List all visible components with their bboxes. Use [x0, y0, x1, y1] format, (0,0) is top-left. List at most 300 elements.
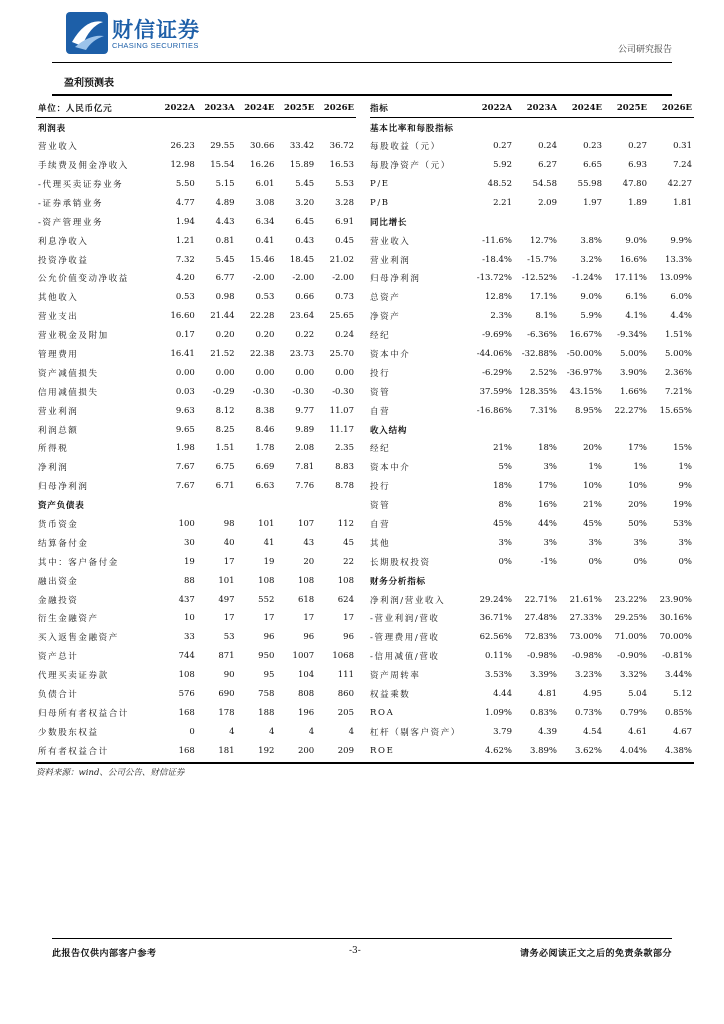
- row-label: 营业支出: [38, 312, 79, 323]
- value-cell: 19: [263, 556, 275, 567]
- value-cell: 3.89%: [529, 745, 557, 756]
- row-label: 基本比率和每股指标: [370, 123, 454, 134]
- value-cell: 12.8%: [484, 292, 512, 303]
- table-row: [370, 382, 694, 401]
- value-cell: 50%: [628, 519, 647, 530]
- value-cell: 3.8%: [580, 235, 602, 246]
- value-cell: 22.38: [250, 349, 275, 360]
- value-cell: 108: [258, 575, 275, 586]
- value-cell: 1.78: [255, 443, 275, 454]
- row-label: 少数股东权益: [38, 727, 99, 738]
- value-cell: [514, 118, 559, 137]
- header-year-cell: 2026E: [316, 99, 356, 118]
- table-row: [36, 571, 356, 590]
- value-cell: 0.53: [175, 292, 195, 303]
- value-cell: 0.00: [215, 367, 235, 378]
- value-cell: 3%: [633, 537, 647, 548]
- value-cell: 23.73: [289, 349, 315, 360]
- row-label: 归母所有者权益合计: [38, 708, 129, 719]
- row-label: 其他: [370, 538, 391, 549]
- value-cell: 3%: [588, 537, 602, 548]
- row-label: 利润表: [38, 123, 66, 134]
- table-row: [36, 345, 356, 364]
- value-cell: 4.67: [673, 726, 692, 737]
- value-cell: -36.97%: [566, 367, 602, 378]
- value-cell: 9.77: [295, 405, 315, 416]
- value-cell: 25.65: [329, 311, 354, 322]
- row-label: ROE: [370, 745, 395, 756]
- value-cell: [469, 118, 514, 137]
- row-label: 资产总计: [38, 652, 79, 663]
- value-cell: 19: [183, 556, 195, 567]
- value-cell: 37.59%: [479, 386, 512, 397]
- value-cell: 25.70: [329, 349, 354, 360]
- section-title: 盈利预测表: [64, 78, 114, 89]
- value-cell: -0.30: [252, 386, 275, 397]
- value-cell: 12.7%: [529, 235, 557, 246]
- value-cell: 3.39%: [529, 670, 557, 681]
- value-cell: 3%: [543, 537, 557, 548]
- row-label: 融出资金: [38, 576, 79, 587]
- value-cell: [197, 496, 237, 515]
- value-cell: 4.43: [215, 216, 235, 227]
- value-cell: 3%: [543, 462, 557, 473]
- row-label: 金融投资: [38, 595, 79, 606]
- table-row: [370, 647, 694, 666]
- table-row: [370, 269, 694, 288]
- value-cell: 0.00: [255, 367, 275, 378]
- value-cell: [649, 212, 694, 231]
- row-label: 资管: [370, 501, 391, 512]
- value-cell: [469, 420, 514, 439]
- value-cell: 21.02: [329, 254, 354, 265]
- value-cell: 2.52%: [529, 367, 557, 378]
- value-cell: -44.06%: [476, 349, 512, 360]
- value-cell: 4.39: [538, 726, 557, 737]
- table-row: [36, 704, 356, 723]
- row-label: 净利润/营业收入: [370, 595, 446, 606]
- value-cell: 0.20: [255, 330, 275, 341]
- value-cell: 0%: [498, 556, 512, 567]
- row-label: 权益乘数: [370, 690, 411, 701]
- value-cell: [604, 118, 649, 137]
- row-label: 自营: [370, 406, 391, 417]
- value-cell: [469, 571, 514, 590]
- value-cell: 21.52: [210, 349, 235, 360]
- section-header-row: [370, 571, 694, 590]
- value-cell: 44%: [538, 519, 557, 530]
- row-label: -营业利润/营收: [370, 614, 440, 625]
- table-top-rule: [52, 94, 672, 96]
- table-row: [36, 288, 356, 307]
- table-row: [36, 212, 356, 231]
- value-cell: 55.98: [577, 179, 602, 189]
- table-row: [36, 685, 356, 704]
- value-cell: 15.46: [250, 254, 275, 265]
- chasing-logo-icon: [66, 12, 108, 54]
- value-cell: -2.00: [252, 273, 275, 284]
- row-label: 买入返售金融资产: [38, 633, 119, 644]
- value-cell: 0.20: [215, 330, 235, 341]
- table-row: [36, 666, 356, 685]
- value-cell: 5.04: [628, 689, 647, 700]
- value-cell: 15.89: [289, 160, 315, 171]
- value-cell: 7.67: [175, 462, 195, 473]
- value-cell: 8.38: [255, 405, 275, 416]
- value-cell: 7.67: [175, 481, 195, 492]
- value-cell: 128.35%: [519, 386, 557, 397]
- value-cell: 1.98: [175, 443, 195, 454]
- value-cell: 860: [337, 689, 354, 700]
- value-cell: 437: [178, 594, 195, 605]
- header-divider: [52, 62, 672, 63]
- value-cell: -9.69%: [482, 330, 512, 341]
- value-cell: 5.00%: [619, 349, 647, 360]
- value-cell: 17: [303, 613, 315, 624]
- value-cell: 168: [178, 707, 195, 718]
- row-label: 营业收入: [370, 236, 411, 247]
- value-cell: 2.3%: [490, 311, 512, 322]
- value-cell: 0.45: [335, 235, 354, 246]
- value-cell: 7.81: [295, 462, 315, 473]
- financial-indicators-table: [370, 99, 694, 760]
- value-cell: -0.98%: [572, 651, 602, 662]
- table-row: [370, 666, 694, 685]
- value-cell: 53: [223, 632, 235, 643]
- value-cell: 3.28: [335, 197, 354, 208]
- value-cell: 13.09%: [659, 273, 692, 284]
- row-label: 同比增长: [370, 217, 408, 228]
- section-header-row: [36, 118, 356, 137]
- value-cell: 12.98: [170, 160, 195, 171]
- value-cell: -1.24%: [572, 273, 602, 284]
- value-cell: 20%: [583, 443, 602, 454]
- value-cell: 6.1%: [625, 292, 647, 303]
- value-cell: 27.48%: [524, 613, 557, 624]
- table-row: [36, 439, 356, 458]
- value-cell: 209: [337, 745, 354, 756]
- value-cell: 0.98: [215, 292, 235, 303]
- table-row: [370, 609, 694, 628]
- value-cell: 4.4%: [670, 311, 692, 322]
- value-cell: 0.23: [583, 141, 602, 152]
- logo-english-name: CHASING SECURITIES: [112, 41, 199, 50]
- value-cell: 7.24: [673, 160, 692, 171]
- value-cell: 3.44%: [664, 670, 692, 681]
- value-cell: 22: [343, 556, 354, 567]
- value-cell: 11.07: [329, 405, 354, 416]
- value-cell: 1.97: [583, 197, 602, 208]
- logo-chinese-name: 财信证券: [112, 18, 200, 42]
- row-label: 资本中介: [370, 463, 411, 474]
- value-cell: -1%: [540, 556, 557, 567]
- value-cell: 6.71: [215, 481, 235, 492]
- value-cell: [559, 118, 604, 137]
- value-cell: 178: [218, 707, 235, 718]
- value-cell: 45: [343, 537, 354, 548]
- table-row: [370, 175, 694, 194]
- value-cell: 18.45: [289, 254, 315, 265]
- table-row: [370, 156, 694, 175]
- value-cell: 1.51: [215, 443, 235, 454]
- table-row: [370, 628, 694, 647]
- report-type-label: 公司研究报告: [617, 45, 672, 55]
- value-cell: 0.03: [175, 386, 195, 397]
- value-cell: -9.34%: [617, 330, 647, 341]
- row-label: 公允价值变动净收益: [38, 274, 129, 285]
- table-row: [36, 175, 356, 194]
- value-cell: 0.85%: [664, 707, 692, 718]
- value-cell: 0.79%: [619, 707, 647, 718]
- value-cell: 1.21: [175, 235, 195, 246]
- value-cell: [559, 571, 604, 590]
- row-label: 其他收入: [38, 293, 79, 304]
- value-cell: [514, 420, 559, 439]
- value-cell: 96: [263, 632, 275, 643]
- value-cell: [559, 212, 604, 231]
- value-cell: 15.65%: [659, 405, 692, 416]
- value-cell: 15%: [673, 443, 692, 454]
- table-row: [36, 590, 356, 609]
- value-cell: 6.27: [538, 160, 557, 171]
- page-number: -3-: [349, 946, 361, 956]
- value-cell: 0.00: [295, 367, 315, 378]
- value-cell: 10%: [583, 481, 602, 492]
- table-row: [370, 439, 694, 458]
- value-cell: 808: [297, 689, 315, 700]
- row-label: 营业收入: [38, 142, 79, 153]
- row-label: 经纪: [370, 444, 391, 455]
- value-cell: 108: [337, 575, 354, 586]
- value-cell: 0.83%: [529, 707, 557, 718]
- value-cell: 17: [223, 556, 235, 567]
- value-cell: 18%: [538, 443, 557, 454]
- row-label: 衍生金融资产: [38, 614, 99, 625]
- value-cell: 758: [258, 689, 275, 700]
- value-cell: 30: [183, 537, 195, 548]
- value-cell: 4.44: [493, 689, 512, 700]
- value-cell: 4.20: [175, 273, 195, 284]
- value-cell: 22.27%: [614, 405, 647, 416]
- value-cell: 8.25: [215, 424, 235, 435]
- table-row: [370, 345, 694, 364]
- table-row: [36, 628, 356, 647]
- value-cell: 3.90%: [619, 367, 647, 378]
- value-cell: -0.29: [212, 386, 235, 397]
- value-cell: 5.50: [175, 179, 195, 189]
- value-cell: 30.16%: [659, 613, 692, 624]
- value-cell: 8.46: [255, 424, 275, 435]
- value-cell: 29.24%: [479, 594, 512, 605]
- row-label: -信用减值/营收: [370, 652, 440, 663]
- row-label: 管理费用: [38, 350, 79, 361]
- value-cell: 9%: [678, 481, 692, 492]
- value-cell: 7.32: [175, 254, 195, 265]
- value-cell: 73.00%: [569, 632, 602, 643]
- table-row: [370, 458, 694, 477]
- value-cell: 6.01: [255, 179, 275, 189]
- value-cell: 16.26: [250, 160, 275, 171]
- value-cell: 98: [223, 519, 235, 530]
- row-label: 营业利润: [38, 406, 79, 417]
- value-cell: 10: [183, 613, 195, 624]
- value-cell: 42.27: [667, 179, 692, 189]
- value-cell: -15.7%: [527, 254, 557, 265]
- table-row: [370, 722, 694, 741]
- row-label: P/E: [370, 179, 390, 189]
- value-cell: 552: [258, 594, 275, 605]
- value-cell: 41: [263, 537, 275, 548]
- value-cell: 192: [258, 745, 275, 756]
- value-cell: 3.2%: [580, 254, 602, 265]
- value-cell: 16%: [538, 500, 557, 511]
- row-label: 结算备付金: [38, 538, 89, 549]
- table-row: [370, 477, 694, 496]
- section-header-row: [370, 212, 694, 231]
- value-cell: 6.45: [295, 216, 315, 227]
- value-cell: -6.36%: [527, 330, 557, 341]
- footer-disclaimer: 此报告仅供内部客户参考: [52, 949, 157, 959]
- value-cell: 8.12: [215, 405, 235, 416]
- value-cell: 1%: [633, 462, 647, 473]
- value-cell: 1007: [292, 651, 315, 662]
- value-cell: 17: [343, 613, 354, 624]
- value-cell: 9.65: [175, 424, 195, 435]
- table-row: [36, 609, 356, 628]
- value-cell: 33.42: [289, 141, 315, 152]
- value-cell: 8%: [498, 500, 512, 511]
- value-cell: 1.66%: [619, 386, 647, 397]
- value-cell: 29.25%: [614, 613, 647, 624]
- value-cell: 0.73: [335, 292, 354, 303]
- header-year-cell: 2025E: [276, 99, 316, 118]
- header-year-cell: 2023A: [514, 99, 559, 118]
- value-cell: 7.76: [295, 481, 315, 492]
- value-cell: 13.3%: [664, 254, 692, 265]
- value-cell: 30.66: [250, 141, 275, 152]
- table-row: [36, 458, 356, 477]
- row-label: 每股收益（元）: [370, 142, 441, 153]
- row-label: P/B: [370, 197, 390, 208]
- table-row: [36, 401, 356, 420]
- value-cell: 576: [178, 689, 195, 700]
- value-cell: 4.81: [538, 689, 557, 700]
- value-cell: [157, 118, 197, 137]
- value-cell: 23.22%: [614, 594, 647, 605]
- value-cell: 0.31: [673, 141, 692, 152]
- row-label: 资产负债表: [38, 501, 85, 512]
- table-row: [370, 250, 694, 269]
- row-label: 归母净利润: [38, 482, 89, 493]
- value-cell: 0: [189, 726, 195, 737]
- table-row: [370, 741, 694, 760]
- value-cell: 6.91: [335, 216, 354, 227]
- value-cell: -0.81%: [662, 651, 692, 662]
- source-note: 资料来源：wind、公司公告、财信证券: [36, 768, 185, 778]
- header-label-cell: 单位：人民币亿元: [36, 99, 157, 118]
- value-cell: 1%: [678, 462, 692, 473]
- value-cell: 62.56%: [479, 632, 512, 643]
- value-cell: 4.62%: [484, 745, 512, 756]
- value-cell: 4.89: [215, 197, 235, 208]
- value-cell: 21.61%: [569, 594, 602, 605]
- value-cell: 8.78: [335, 481, 354, 492]
- row-label: -管理费用/营收: [370, 633, 440, 644]
- value-cell: 1068: [332, 651, 354, 662]
- value-cell: [649, 420, 694, 439]
- value-cell: 3%: [678, 537, 692, 548]
- value-cell: 16.53: [329, 160, 354, 171]
- value-cell: 1.89: [628, 197, 647, 208]
- value-cell: 168: [178, 745, 195, 756]
- table-row: [370, 401, 694, 420]
- table-header-row: [36, 99, 356, 118]
- table-row: [36, 269, 356, 288]
- value-cell: 7.21%: [664, 386, 692, 397]
- value-cell: 0.24: [335, 330, 354, 341]
- value-cell: [649, 118, 694, 137]
- header-year-cell: 2022A: [157, 99, 197, 118]
- profit-forecast-table: [36, 99, 356, 760]
- value-cell: 6.65: [583, 160, 602, 171]
- value-cell: 1.09%: [484, 707, 512, 718]
- value-cell: 96: [343, 632, 354, 643]
- value-cell: 17: [263, 613, 275, 624]
- row-label: 资本中介: [370, 350, 411, 361]
- row-label: 资产周转率: [370, 671, 421, 682]
- value-cell: 21%: [493, 443, 512, 454]
- company-logo: [66, 12, 216, 54]
- value-cell: 3.20: [295, 197, 315, 208]
- header-year-cell: 2026E: [649, 99, 694, 118]
- table-row: [36, 647, 356, 666]
- value-cell: 17%: [628, 443, 647, 454]
- value-cell: 107: [297, 519, 315, 530]
- row-label: 营业税金及附加: [38, 331, 109, 342]
- value-cell: 2.08: [295, 443, 315, 454]
- value-cell: 16.60: [170, 311, 195, 322]
- value-cell: 17.1%: [529, 292, 557, 303]
- value-cell: 9.89: [295, 424, 315, 435]
- value-cell: 3.53%: [484, 670, 512, 681]
- value-cell: 2.09: [538, 197, 557, 208]
- value-cell: 5.45: [215, 254, 235, 265]
- value-cell: 5.12: [673, 689, 692, 700]
- value-cell: 16.67%: [569, 330, 602, 341]
- value-cell: 4.95: [583, 689, 602, 700]
- table-row: [370, 515, 694, 534]
- footer-divider: [52, 938, 672, 939]
- value-cell: [469, 212, 514, 231]
- value-cell: 8.1%: [535, 311, 557, 322]
- value-cell: 3.79: [493, 726, 512, 737]
- value-cell: 16.41: [170, 349, 195, 360]
- table-row: [370, 533, 694, 552]
- row-label: 代理买卖证券款: [38, 671, 109, 682]
- value-cell: 18%: [493, 481, 512, 492]
- value-cell: 196: [297, 707, 315, 718]
- value-cell: -16.86%: [476, 405, 512, 416]
- value-cell: 4.04%: [619, 745, 647, 756]
- table-row: [36, 382, 356, 401]
- value-cell: 20%: [628, 500, 647, 511]
- value-cell: 26.23: [170, 141, 195, 152]
- table-row: [370, 496, 694, 515]
- table-row: [36, 420, 356, 439]
- row-label: 信用减值损失: [38, 387, 99, 398]
- value-cell: 188: [258, 707, 275, 718]
- table-header-row: [370, 99, 694, 118]
